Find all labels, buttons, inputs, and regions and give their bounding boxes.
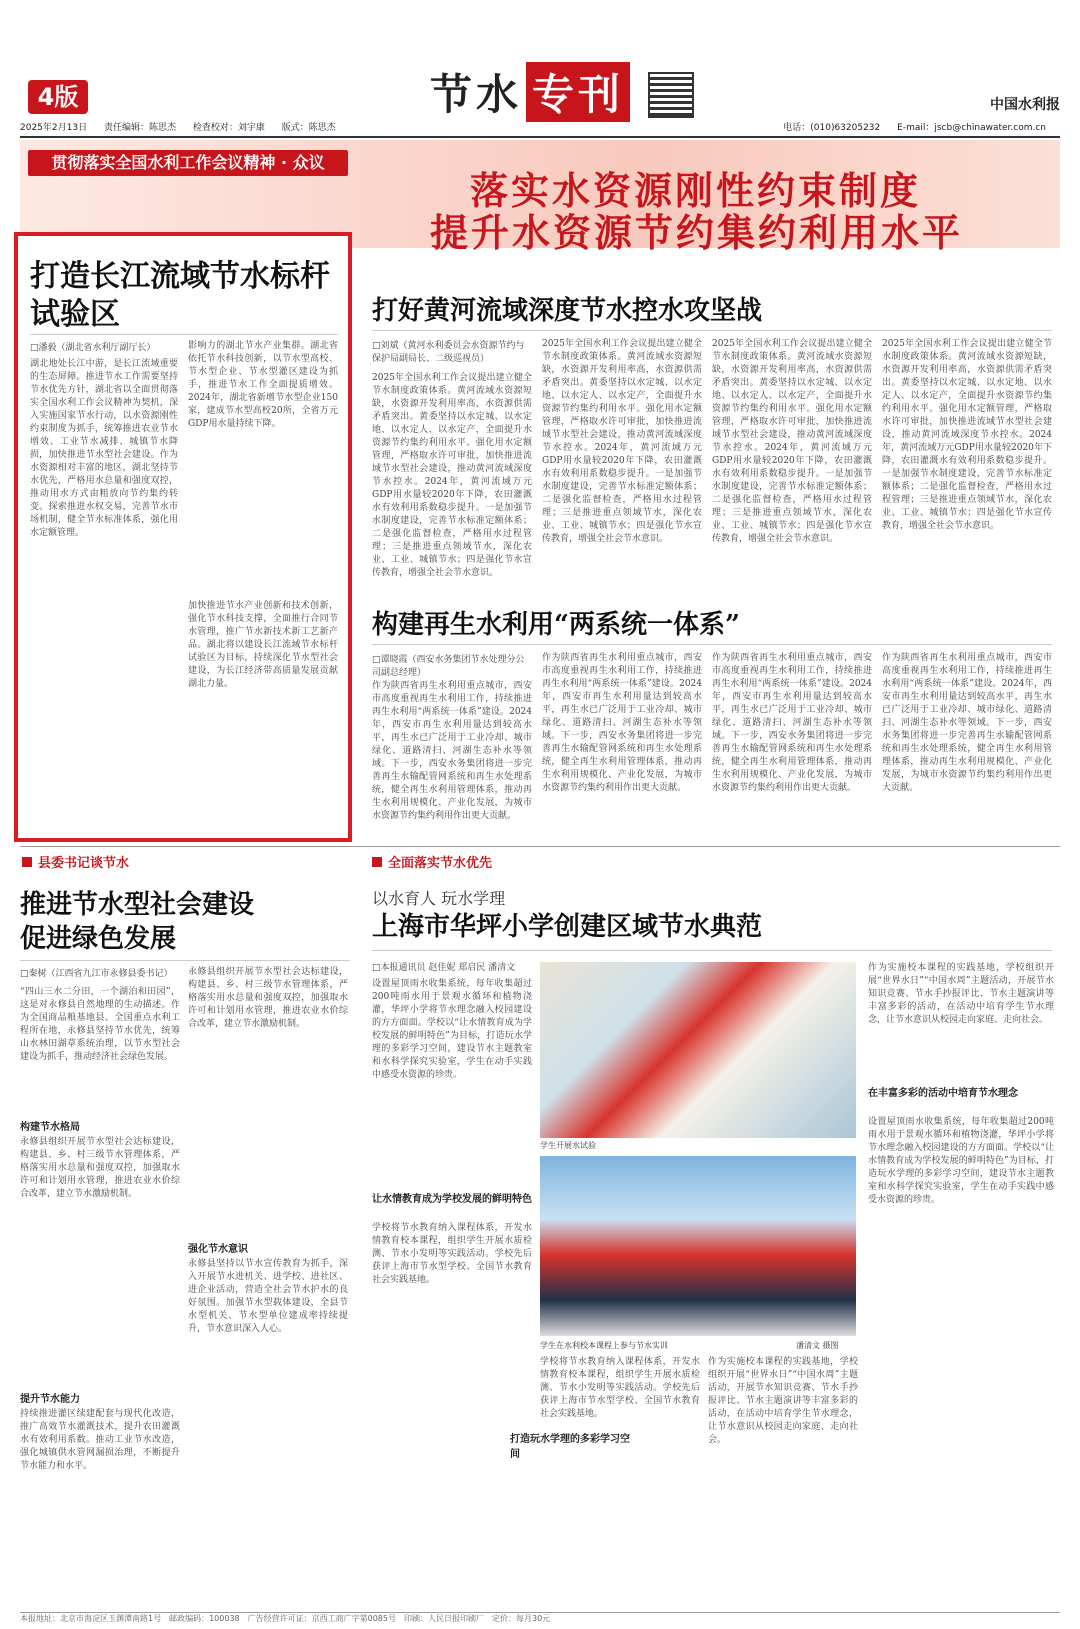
article-body-zaisheng-col1: 作为陕西省再生水利用重点城市，西安市高度重视再生水利用工作，持续推进再生水利用“两系统一体系”建设。2024年，西安市再生水利用量达到较高水平，再生水已广泛用于工业冷却、城市绿化、道路清扫、河湖生态补水等领域。下一步，西安水务集团将进一步完善再生水输配管网系统和再生水处理系统，健全再生水利用管理体系，推动再生水利用规模化、产业化发展，为城市水资源节约集约利用作出更大贡献。: [372, 681, 532, 820]
meta-bar: [20, 120, 1060, 138]
article-body-xianwei-2: 永修县组织开展节水型社会达标建设，构建县、乡、村三级节水管理体系，严格落实用水总量和强度双控，加强取水许可和计划用水管理，推进农业水价综合改革，建立节水激励机制。: [20, 1137, 180, 1199]
banner-title-line1: 落实水资源刚性约束制度: [470, 168, 922, 213]
article-subhead-shanghai-2: 打造玩水学理的多彩学习空间: [510, 1434, 630, 1460]
layout-credit: 版式：陈思杰: [281, 123, 336, 133]
article-body-xianwei-3: 永修县坚持以节水宣传教育为抓手，深入开展节水进机关、进学校、进社区、进企业活动，营造全社会节水护水的良好氛围。加强节水型载体建设，全县节水型机关、节水型单位建成率持续提升，节水意识深入人心。: [188, 1259, 348, 1334]
article-subhead-xianwei-3: 提升节水能力: [20, 1394, 80, 1405]
article-body-zaisheng-col2: 作为陕西省再生水利用重点城市，西安市高度重视再生水利用工作，持续推进再生水利用“两系统一体系”建设。2024年，西安市再生水利用量达到较高水平，再生水已广泛用于工业冷却、城市绿化、道路清扫、河湖生态补水等领域。下一步，西安水务集团将进一步完善再生水输配管网系统和再生水处理系统，健全再生水利用管理体系，推动再生水利用规模化、产业化发展，为城市水资源节约集约利用作出更大贡献。: [542, 653, 702, 793]
photo-students-class: [540, 1156, 856, 1336]
article-body-changjiang-col2: 影响力的湖北节水产业集群。湖北省依托节水科技创新，以节水型高校、节水型企业、节水型灌区建设为抓手，推进节水工作全面提质增效。2024年，湖北省新增节水型企业150家，建成节水型高校20所，全省万元GDP用水量持续下降。: [188, 341, 338, 429]
article-body-huanghe-col4: 2025年全国水利工作会议提出建立健全节水制度政策体系。黄河流域水资源短缺，水资源开发利用率高，水资源供需矛盾突出。黄委坚持以水定城、以水定地、以水定人、以水定产，全面提升水资源节约集约利用水平。强化用水定额管理，严格取水许可审批，加快推进流域节水型社会建设，推动黄河流域深度节水控水。2024年，黄河流域万元GDP用水量较2020年下降，农田灌溉水有效利用系数稳步提升。一是加强节水制度建设，完善节水标准定额体系；二是强化监督检查，严格用水过程管理；三是推进重点领域节水，深化农业、工业、城镇节水；四是强化节水宣传教育，增强全社会节水意识。: [882, 339, 1052, 531]
article-title-xianwei-line2: 促进绿色发展: [20, 924, 177, 954]
banner-tag: 贯彻落实全国水利工作会议精神 · 众议: [28, 150, 348, 176]
article-body-xianwei-intro: “四山三水二分田，一个湖泊和田园”，这是对永修县自然地理的生动描述。作为全国商品粮基地县、全国重点水利工程所在地，永修县坚持节水优先，统筹山水林田湖草系统治理，以节水型社会建设为抓手，推动经济社会绿色发展。: [20, 987, 180, 1062]
proofreader-credit: 检查校对：刘宇康: [192, 123, 265, 133]
article-title-shanghai: 上海市华坪小学创建区域节水典范: [372, 912, 763, 942]
issue-date: 2025年2月13日: [20, 123, 88, 133]
article-title-changjiang: 打造长江流域节水标杆试验区: [30, 259, 330, 332]
article-body-shanghai-1: 设置屋顶雨水收集系统，每年收集超过200吨雨水用于景观水循环和植物浇灌，华坪小学将节水理念融入校园建设的方方面面。学校以“让水情教育成为学校发展的鲜明特色”为目标，打造玩水学理的多彩学习空间，建设节水主题教室和水科学探究实验室，学生在动手实践中感受水资源的珍贵。: [372, 979, 532, 1080]
article-byline-xianwei: □秦树（江西省九江市永修县委书记）: [20, 969, 173, 979]
article-body-shanghai-3: 学校将节水教育纳入课程体系，开发水情教育校本课程，组织学生开展水质检测、节水小发明等实践活动。学校先后获评上海市节水型学校、全国节水教育社会实践基地。: [540, 1357, 700, 1419]
contact-phone: 电话：(010)63205232: [783, 123, 881, 133]
article-subhead-xianwei-1: 构建节水格局: [20, 1122, 80, 1133]
article-body-shanghai-4: 作为实施校本课程的实践基地，学校组织开展“世界水日”“中国水周”主题活动，开展节水知识竞赛、节水手抄报评比、节水主题演讲等丰富多彩的活动，在活动中培育学生节水理念，让节水意识从校园走向家庭、走向社会。: [708, 1357, 858, 1445]
contact-email[interactable]: E-mail：jscb@chinawater.com.cn: [897, 123, 1046, 133]
editor-credit: 责任编辑：陈思杰: [103, 123, 176, 133]
qr-code-icon[interactable]: [648, 72, 694, 118]
article-body-huanghe-col2: 2025年全国水利工作会议提出建立健全节水制度政策体系。黄河流域水资源短缺，水资源开发利用率高，水资源供需矛盾突出。黄委坚持以水定城、以水定地、以水定人、以水定产，全面提升水资源节约集约利用水平。强化用水定额管理，严格取水许可审批，加快推进流域节水型社会建设，推动黄河流域深度节水控水。2024年，黄河流域万元GDP用水量较2020年下降，农田灌溉水有效利用系数稳步提升。一是加强节水制度建设，完善节水标准定额体系；二是强化监督检查，严格用水过程管理；三是推进重点领域节水，深化农业、工业、城镇节水；四是强化节水宣传教育，增强全社会节水意识。: [542, 339, 702, 544]
photo-caption-2: 学生在水利校本课程上参与节水实训: [540, 1341, 668, 1350]
article-body-shanghai-2: 学校将节水教育纳入课程体系，开发水情教育校本课程，组织学生开展水质检测、节水小发明等实践活动。学校先后获评上海市节水型学校、全国节水教育社会实践基地。: [372, 1223, 532, 1285]
article-byline-shanghai: □本报通讯员 赵佳妮 郑启民 潘清文: [372, 963, 516, 973]
article-kicker-shanghai: 以水育人 玩水学理: [372, 889, 506, 908]
article-body-xianwei-col2: 永修县组织开展节水型社会达标建设，构建县、乡、村三级节水管理体系，严格落实用水总量和强度双控，加强取水许可和计划用水管理，推进农业水价综合改革，建立节水激励机制。: [188, 967, 348, 1029]
section-tag-xianwei-label: 县委书记谈节水: [38, 856, 130, 871]
photo-credit: 潘清文 摄图: [796, 1341, 839, 1350]
article-body-changjiang-col1: 湖北地处长江中游，是长江流域重要的生态屏障。推进节水工作需要坚持节水优先方针，湖北省以全面贯彻落实全国水利工作会议精神为契机，深入实施国家节水行动，以水资源刚性约束制度为抓手，统筹推进农业节水增效、工业节水减排、城镇节水降损，加快推进节水型社会建设。作为水资源相对丰富的地区，湖北坚持节水优先，严格用水总量和强度双控，推动用水方式由粗放向节约集约转变。探索推进水权交易，完善节水市场机制，健全节水标准体系，强化用水定额管理。: [30, 359, 178, 538]
photo-caption-1: 学生开展水试验: [540, 1141, 596, 1150]
article-title-xianwei: [20, 888, 350, 956]
article-body-zaisheng-col3: 作为陕西省再生水利用重点城市，西安市高度重视再生水利用工作，持续推进再生水利用“两系统一体系”建设。2024年，西安市再生水利用量达到较高水平，再生水已广泛用于工业冷却、城市绿化、道路清扫、河湖生态补水等领域。下一步，西安水务集团将进一步完善再生水输配管网系统和再生水处理系统，健全再生水利用管理体系，推动再生水利用规模化、产业化发展，为城市水资源节约集约利用作出更大贡献。: [712, 653, 872, 793]
article-title-zaisheng: 构建再生水利用“两系统一体系”: [372, 610, 740, 640]
article-body-huanghe-col3: 2025年全国水利工作会议提出建立健全节水制度政策体系。黄河流域水资源短缺，水资源开发利用率高，水资源供需矛盾突出。黄委坚持以水定城、以水定地、以水定人、以水定产，全面提升水资源节约集约利用水平。强化用水定额管理，严格取水许可审批，加快推进流域节水型社会建设，推动黄河流域深度节水控水。2024年，黄河流域万元GDP用水量较2020年下降，农田灌溉水有效利用系数稳步提升。一是加强节水制度建设，完善节水标准定额体系；二是强化监督检查，严格用水过程管理；三是推进重点领域节水，深化农业、工业、城镇节水；四是强化节水宣传教育，增强全社会节水意识。: [712, 339, 872, 544]
article-title-xianwei-line1: 推进节水型社会建设: [20, 890, 255, 920]
article-body-xianwei-4: 持续推进灌区续建配套与现代化改造，推广高效节水灌溉技术，提升农田灌溉水有效利用系数。推动工业节水改造，强化城镇供水管网漏损治理，不断提升节水能力和水平。: [20, 1409, 180, 1471]
article-byline-zaisheng: □谭晓霞（西安水务集团节水处理分公司副总经理）: [372, 655, 525, 678]
article-subhead-shanghai-3: 在丰富多彩的活动中培育节水理念: [868, 1088, 1018, 1099]
article-body-zaisheng-col4: 作为陕西省再生水利用重点城市，西安市高度重视再生水利用工作，持续推进再生水利用“两系统一体系”建设。2024年，西安市再生水利用量达到较高水平，再生水已广泛用于工业冷却、城市绿化、道路清扫、河湖生态补水等领域。下一步，西安水务集团将进一步完善再生水输配管网系统和再生水处理系统，健全再生水利用管理体系，推动再生水利用规模化、产业化发展，为城市水资源节约集约利用作出更大贡献。: [882, 653, 1052, 793]
banner-title-line2: 提升水资源节约集约利用水平: [430, 210, 964, 255]
article-title-huanghe: 打好黄河流域深度节水控水攻坚战: [372, 296, 763, 326]
section-masthead: [430, 62, 630, 122]
article-byline-changjiang: □潘毅（湖北省水利厅副厅长）: [30, 343, 156, 353]
article-byline-huanghe: □刘斌（黄河水利委员会水资源节约与保护局副局长、二级巡视员）: [372, 341, 525, 364]
section-tag-shanghai: [372, 852, 492, 871]
article-body-huanghe-col1: 2025年全国水利工作会议提出建立健全节水制度政策体系。黄河流域水资源短缺，水资源开发利用率高，水资源供需矛盾突出。黄委坚持以水定城、以水定地、以水定人、以水定产，全面提升水资源节约集约利用水平。强化用水定额管理，严格取水许可审批，加快推进流域节水型社会建设，推动黄河流域深度节水控水。2024年，黄河流域万元GDP用水量较2020年下降，农田灌溉水有效利用系数稳步提升。一是加强节水制度建设，完善节水标准定额体系；二是强化监督检查，严格用水过程管理；三是推进重点领域节水，深化农业、工业、城镇节水；四是强化节水宣传教育，增强全社会节水意识。: [372, 373, 532, 578]
page-footer: 本报地址：北京市海淀区玉渊潭南路1号 邮政编码：100038 广告经营许可证：京西工商广字第0085号 印刷：人民日报印刷厂 定价：每月30元: [20, 1612, 1060, 1627]
masthead-prefix: 节水: [430, 70, 523, 119]
article-subhead-xianwei-2: 强化节水意识: [188, 1244, 248, 1255]
masthead-highlight: 专刊: [526, 62, 630, 122]
page-number-badge: 4版: [28, 80, 88, 114]
article-subhead-shanghai-1: 让水情教育成为学校发展的鲜明特色: [372, 1194, 532, 1205]
article-body-shanghai-6: 设置屋顶雨水收集系统，每年收集超过200吨雨水用于景观水循环和植物浇灌，华坪小学将节水理念融入校园建设的方方面面。学校以“让水情教育成为学校发展的鲜明特色”为目标，打造玩水学理的多彩学习空间，建设节水主题教室和水科学探究实验室，学生在动手实践中感受水资源的珍贵。: [868, 1117, 1054, 1205]
section-tag-shanghai-label: 全面落实节水优先: [388, 856, 493, 871]
article-body-changjiang-col3: 加快推进节水产业创新和技术创新，强化节水科技支撑，全面推行合同节水管理，推广节水新技术新工艺新产品。湖北将以建设长江流域节水标杆试验区为目标，持续深化节水型社会建设，为长江经济带高质量发展贡献湖北力量。: [188, 601, 338, 689]
article-body-shanghai-5: 作为实施校本课程的实践基地，学校组织开展“世界水日”“中国水周”主题活动，开展节水知识竞赛、节水手抄报评比、节水主题演讲等丰富多彩的活动，在活动中培育学生节水理念，让节水意识从校园走向家庭、走向社会。: [868, 963, 1054, 1025]
newspaper-name: 中国水利报: [990, 97, 1060, 113]
section-tag-xianwei: [22, 852, 129, 871]
photo-students-experiment: [540, 962, 856, 1138]
